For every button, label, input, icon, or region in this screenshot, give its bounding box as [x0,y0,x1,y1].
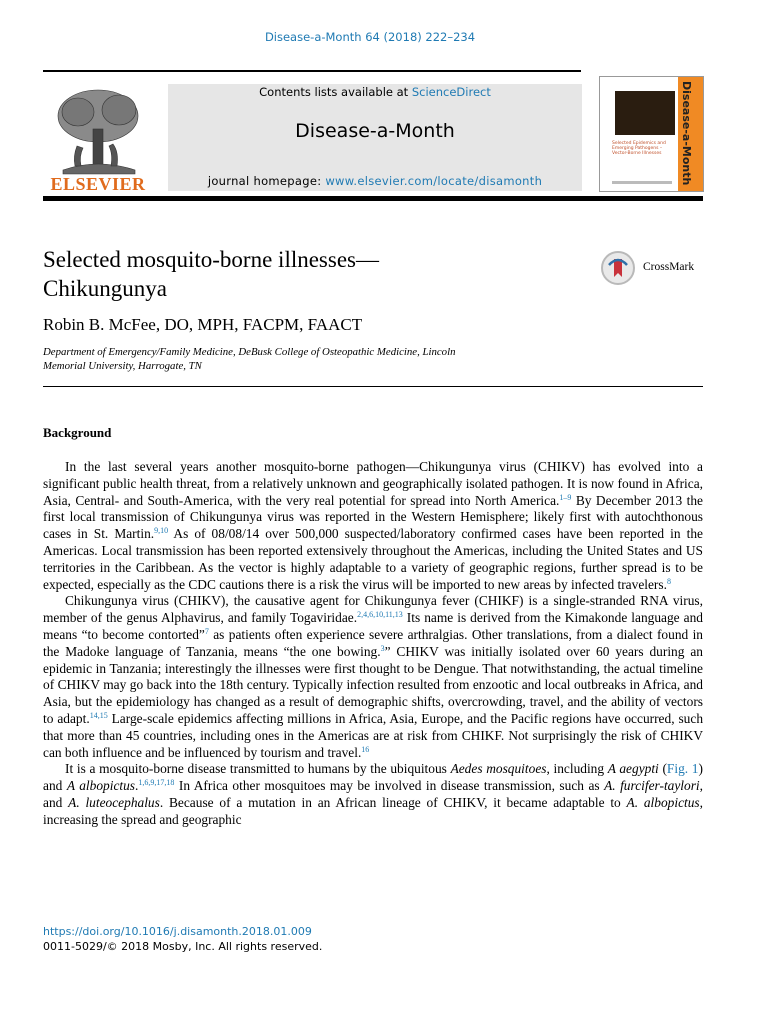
author-affiliation [43,345,583,373]
cover-footer-bar [612,181,672,184]
doi-link[interactable]: https://doi.org/10.1016/j.disamonth.2018.01.009 [43,925,312,938]
reference-link[interactable]: 9,10 [154,526,169,536]
figure-link[interactable]: Fig. 1 [666,761,699,777]
homepage-prefix: journal homepage: [207,174,326,188]
species-name: A aegypti [607,761,659,777]
journal-masthead [43,70,703,204]
reference-link[interactable]: 3 [380,643,385,653]
cover-image [615,91,675,135]
reference-link[interactable]: 14,15 [89,710,108,720]
contents-prefix: Contents lists available at [259,85,412,99]
text-run: It is a mosquito-borne disease transmitted to humans by the ubiquitous [65,761,451,777]
journal-homepage [168,174,582,188]
species-name: A albopictus [66,778,136,794]
species-name: A. luteocephalus [68,794,160,810]
text-run: ( [658,761,667,777]
article-body [43,459,703,829]
paragraph [43,459,703,593]
reference-link[interactable]: 8 [666,576,671,586]
copyright-notice: 0011-5029/© 2018 Mosby, Inc. All rights reserved. [43,940,323,953]
cover-subtitle: Selected Epidemics and Emerging Pathogens – Vector-Borne Illnesses [612,141,666,156]
text-run: ” CHIKV was initially isolated over 60 years during an epidemic in Tanzania; interestingly the illnesses were first thought to be Dengue. That notwithstanding, the actual timeline of CHIKV may go back into the 18th century. Typically infection resulted from enzootic and local outbreaks in Africa, and Asia, but the epidemiology has changed as a result of demographic shifts, overcrowding, travel, and the ability of vectors to adapt. [43,643,703,726]
text-run: . Because of a mutation in an African lineage of CHIKV, it became adaptable to [159,794,627,810]
text-run: , including [546,761,608,777]
paragraph [43,761,703,828]
cover-title: Disease-a-Month [680,81,693,186]
author-list: Robin B. McFee, DO, MPH, FACPM, FAACT [43,315,363,334]
article-title [43,245,563,303]
homepage-link[interactable]: www.elsevier.com/locate/disamonth [325,174,543,188]
masthead-bottom-rule [43,196,703,201]
crossmark-icon [601,251,635,285]
reference-link[interactable]: 7 [204,626,209,636]
text-run: Chikungunya virus (CHIKV), the causative agent for Chikungunya fever (CHIKF) is a single-stranded RNA virus, member of the genus Alphavirus, and family Togaviridae. [43,593,703,626]
contents-availability [168,85,582,99]
section-heading: Background [43,425,112,440]
affiliation-rule [43,386,703,387]
paragraph [43,593,703,761]
reference-link[interactable]: 2,4,6,10,11,13 [357,610,403,620]
publisher-logo-text: ELSEVIER [50,174,146,194]
text-run: , and [43,778,704,810]
species-name: A. furcifer-taylori [604,778,700,794]
article-title-line1: Selected mosquito-borne illnesses— [43,247,379,272]
text-run: In Africa other mosquitoes may be involved in disease transmission, such as [174,778,605,794]
journal-cover-thumbnail[interactable] [599,76,704,192]
reference-link[interactable]: 16 [361,744,370,754]
sciencedirect-link[interactable]: ScienceDirect [411,85,491,99]
masthead-info-panel [168,84,582,191]
affiliation-line1: Department of Emergency/Family Medicine, DeBusk College of Osteopathic Medicine, Lincoln [43,346,456,358]
species-name: A. albopictus [626,794,700,810]
affiliation-line2: Memorial University, Harrogate, TN [43,360,202,372]
species-name: Aedes mosquitoes [450,761,547,777]
crossmark-badge[interactable] [601,250,711,286]
text-run: Large-scale epidemics affecting millions in Africa, Asia, Europe, and the Pacific regions have occurred, such that more than 45 countries, including ones in the Americas are at risk from CHIKF. Not surprisingly the risk of CHIKV can both influence and be influenced by tourism and travel. [43,710,704,760]
text-run: as patients often experience severe arthralgias. Other translations, from a dialect found in the Madoke language of Tanzania, means “the one bowing. [43,626,704,659]
journal-citation[interactable]: Disease-a-Month 64 (2018) 222–234 [264,30,476,44]
text-run: In the last several years another mosquito-borne pathogen—Chikungunya virus (CHIKV) has evolved into a significant public health threat, from a relatively unknown and geographically isolated pathogen. It is now found in Africa, Asia, Central- and South-America, with the very real potential for spread into North America. [43,459,703,508]
article-title-line2: Chikungunya [43,276,167,301]
crossmark-label: CrossMark [643,261,695,273]
masthead-top-rule [43,70,581,72]
text-run: ) and [43,761,703,794]
text-run: . [135,778,139,794]
text-run: As of 08/08/14 over 500,000 suspected/laboratory confirmed cases have been reported in the Americas. Local transmission has been reported extensively throughout the Americas, including the United States and US territories in the Caribbean. As the vector is highly adaptable to a variety of geographic regions, further spread is to be expected, especially as the CDC cautions there is a risk the virus will be imported to new areas by infected travelers. [43,526,703,592]
journal-name: Disease-a-Month [295,120,455,142]
text-run: , increasing the spread and geographic [43,794,704,827]
reference-link[interactable]: 1,6,9,17,18 [138,778,175,788]
text-run: Its name is derived from the Kimakonde language and means “to become contorted” [43,610,703,642]
reference-link[interactable]: 1–9 [559,492,572,502]
text-run: By December 2013 the first local transmission of Chikungunya virus was reported in the Western Hemisphere; likely first with autochthonous cases in St. Martin. [43,492,703,542]
